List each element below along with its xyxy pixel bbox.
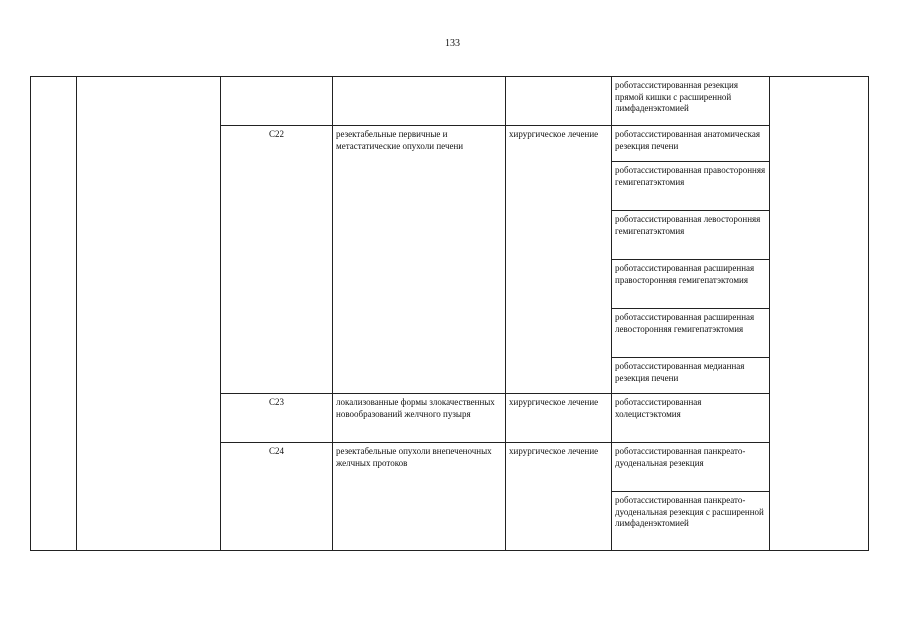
method-cell: роботассистированная правосторонняя гемигепатэктомия: [612, 162, 770, 211]
method-cell: роботассистированная расширенная правосторонняя гемигепатэктомия: [612, 260, 770, 309]
code-cell: C22: [221, 126, 333, 394]
code-cell: C23: [221, 394, 333, 443]
page-number: 133: [445, 38, 460, 49]
method-cell: роботассистированная медианная резекция печени: [612, 358, 770, 394]
condition-cell: [333, 77, 506, 126]
table-row: [31, 77, 869, 126]
method-cell: роботассистированная холецистэктомия: [612, 394, 770, 443]
method-cell: роботассистированная анатомическая резекция печени: [612, 126, 770, 162]
treatment-type-cell: [506, 77, 612, 126]
condition-cell: резектабельные первичные и метастатические опухоли печени: [333, 126, 506, 394]
number-cell: [31, 77, 77, 551]
treatment-type-cell: хирургическое лечение: [506, 126, 612, 394]
standard-cell: [770, 77, 869, 551]
code-cell: C24: [221, 443, 333, 551]
treatment-type-cell: хирургическое лечение: [506, 443, 612, 551]
condition-cell: резектабельные опухоли внепеченочных желчных протоков: [333, 443, 506, 551]
method-cell: роботассистированная резекция прямой кишки с расширенной лимфаденэктомией: [612, 77, 770, 126]
condition-cell: локализованные формы злокачественных новообразований желчного пузыря: [333, 394, 506, 443]
method-cell: роботассистированная левосторонняя гемигепатэктомия: [612, 211, 770, 260]
treatment-table: [30, 76, 869, 551]
code-cell: [221, 77, 333, 126]
profile-cell: [77, 77, 221, 551]
method-cell: роботассистированная панкреато-дуоденальная резекция с расширенной лимфаденэктомией: [612, 492, 770, 551]
method-cell: роботассистированная панкреато-дуоденальная резекция: [612, 443, 770, 492]
method-cell: роботассистированная расширенная левосторонняя гемигепатэктомия: [612, 309, 770, 358]
treatment-type-cell: хирургическое лечение: [506, 394, 612, 443]
